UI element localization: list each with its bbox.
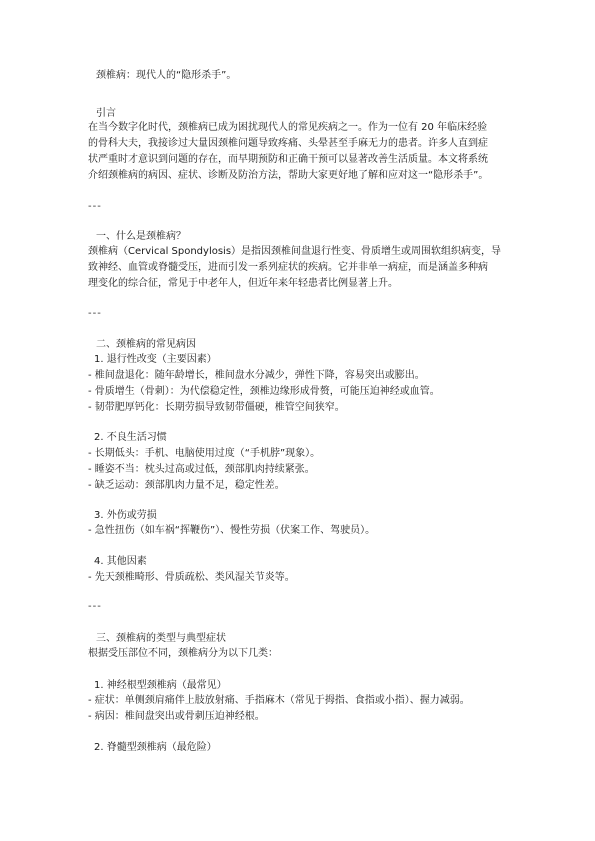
separator: --- — [88, 601, 102, 612]
intro-line: 状严重时才意识到问题的存在，而早期预防和正确干预可以显著改善生活质量。本文将系统 — [88, 154, 488, 165]
intro-line: 介绍颈椎病的病因、症状、诊断及防治方法，帮助大家更好地了解和应对这一“隐形杀手”。 — [88, 170, 489, 181]
section2-list-item: - 椎间盘退化：随年龄增长，椎间盘水分减少，弹性下降，容易突出或膨出。 — [88, 370, 425, 381]
section2-list-item: - 缺乏运动：颈部肌肉力量不足，稳定性差。 — [88, 480, 285, 491]
document-title: 颈椎病：现代人的“隐形杀手”。 — [96, 70, 237, 81]
section3-list-item: - 症状：单侧颈肩痛伴上肢放射痛、手指麻木（常见于拇指、食指或小指）、握力减弱。 — [88, 695, 470, 706]
section2-group-title: 2. 不良生活习惯 — [94, 432, 167, 443]
section1-line: 致神经、血管或脊髓受压，进而引发一系列症状的疾病。它并非单一病症，而是涵盖多种病 — [88, 262, 488, 273]
section2-group-title: 3. 外伤或劳损 — [94, 510, 157, 521]
separator: --- — [88, 308, 102, 319]
section2-list-item: - 韧带肥厚钙化：长期劳损导致韧带僵硬，椎管空间狭窄。 — [88, 402, 345, 413]
section2-list-item: - 骨质增生（骨刺）：为代偿稳定性，颈椎边缘形成骨赘，可能压迫神经或血管。 — [88, 386, 440, 397]
section2-heading: 二、颈椎病的常见病因 — [96, 339, 196, 350]
section2-list-item: - 急性扭伤（如车祸“挥鞭伤”）、慢性劳损（伏案工作、驾驶员）。 — [88, 525, 376, 536]
section1-line: 理变化的综合征，常见于中老年人，但近年来年轻患者比例显著上升。 — [88, 278, 398, 289]
intro-line: 的骨科大夫，我接诊过大量因颈椎问题导致疼痛、头晕甚至手麻无力的患者。许多人直到症 — [88, 138, 488, 149]
intro-line: 在当今数字化时代，颈椎病已成为困扰现代人的常见疾病之一。作为一位有 20 年临床经验 — [88, 122, 488, 133]
section3-group-title: 2. 脊髓型颈椎病（最危险） — [94, 742, 217, 753]
intro-heading: 引言 — [96, 108, 116, 119]
section2-group-title: 1. 退行性改变（主要因素） — [94, 354, 217, 365]
section1-line: 颈椎病（Cervical Spondylosis）是指因颈椎间盘退行性变、骨质增生或周围软组织病变，导 — [88, 246, 502, 257]
section2-group-title: 4. 其他因素 — [94, 556, 147, 567]
section2-list-item: - 长期低头：手机、电脑使用过度（“手机脖”现象）。 — [88, 448, 321, 459]
section3-list-item: - 病因：椎间盘突出或骨刺压迫神经根。 — [88, 711, 265, 722]
section3-intro: 根据受压部位不同，颈椎病分为以下几类： — [88, 648, 278, 659]
section1-heading: 一、什么是颈椎病？ — [96, 231, 186, 242]
separator: --- — [88, 201, 102, 212]
section3-heading: 三、颈椎病的类型与典型症状 — [96, 633, 226, 644]
section2-list-item: - 睡姿不当：枕头过高或过低，颈部肌肉持续紧张。 — [88, 464, 315, 475]
section2-list-item: - 先天颈椎畸形、骨质疏松、类风湿关节炎等。 — [88, 572, 295, 583]
section3-group-title: 1. 神经根型颈椎病（最常见） — [94, 680, 227, 691]
